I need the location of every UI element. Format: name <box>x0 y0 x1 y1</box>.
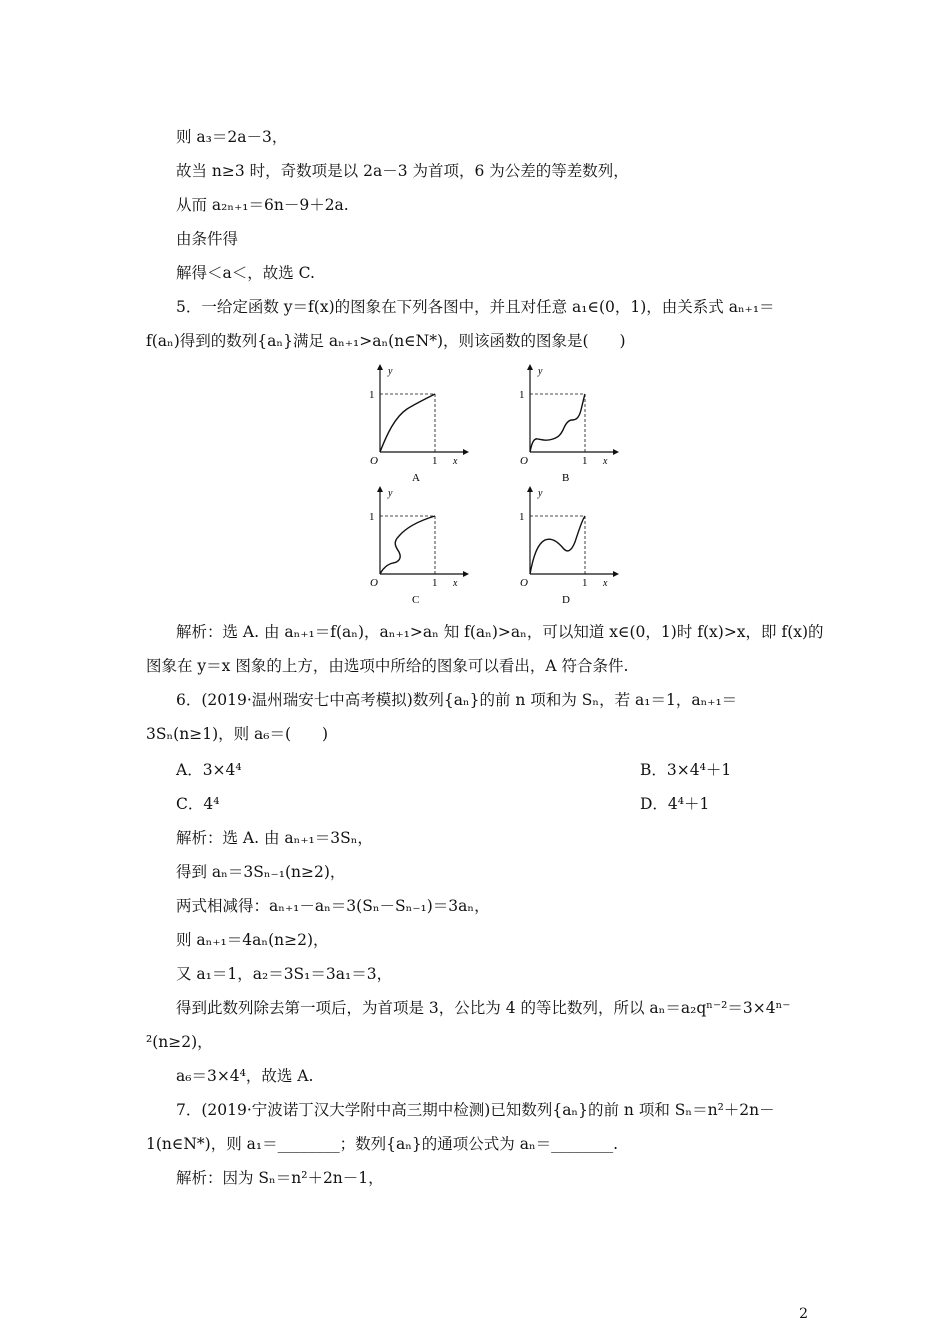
graph-label: D <box>562 594 570 606</box>
x-axis-label: x <box>603 578 608 589</box>
question-5-line-2: f(aₙ)得到的数列{aₙ}满足 aₙ₊₁>aₙ(n∈N*)，则该函数的图象是( ) <box>146 332 626 350</box>
question-5-line-1: 5．一给定函数 y＝f(x)的图象在下列各图中，并且对任意 a₁∈(0，1)，由关系式 aₙ₊₁＝ <box>176 298 775 316</box>
option-b: B．3×4⁴＋1 <box>640 761 732 779</box>
y-axis-label: y <box>388 488 393 499</box>
x-tick-label: 1 <box>582 577 588 589</box>
origin-label: O <box>370 455 378 467</box>
origin-label: O <box>520 577 528 589</box>
question-7-line-1: 7．(2019·宁波诺丁汉大学附中高三期中检测)已知数列{aₙ}的前 n 项和 Sₙ＝n²＋2n－ <box>176 1101 775 1119</box>
solution-5-line-2: 图象在 y＝x 图象的上方，由选项中所给的图象可以看出，A 符合条件. <box>146 657 629 675</box>
graph-label: C <box>412 594 420 606</box>
y-axis-label: y <box>538 488 543 499</box>
x-axis-label: x <box>453 456 458 467</box>
solution-6-line: 解析：选 A. 由 aₙ₊₁＝3Sₙ， <box>176 829 373 847</box>
option-a: A．3×4⁴ <box>176 761 242 779</box>
y-tick-label: 1 <box>369 389 375 401</box>
text-line: 解得＜a＜，故选 C. <box>176 264 315 282</box>
graph-b <box>505 362 625 484</box>
origin-label: O <box>370 577 378 589</box>
solution-6-line: 又 a₁＝1，a₂＝3S₁＝3a₁＝3， <box>176 965 393 983</box>
graph-a <box>355 362 475 484</box>
y-tick-label: 1 <box>519 511 525 523</box>
x-axis-label: x <box>603 456 608 467</box>
origin-label: O <box>520 455 528 467</box>
question-7-line-2: 1(n∈N*)，则 a₁＝________；数列{aₙ}的通项公式为 aₙ＝________. <box>146 1135 619 1153</box>
y-tick-label: 1 <box>519 389 525 401</box>
solution-6-line: 两式相减得：aₙ₊₁－aₙ＝3(Sₙ－Sₙ₋₁)＝3aₙ， <box>176 897 490 915</box>
text-line: 由条件得 <box>176 230 239 248</box>
solution-6-line: 得到此数列除去第一项后，为首项是 3，公比为 4 的等比数列，所以 aₙ＝a₂qⁿ⁻²＝3×4ⁿ⁻ <box>176 999 791 1017</box>
text-line: 故当 n≥3 时，奇数项是以 2a－3 为首项，6 为公差的等差数列， <box>176 162 629 180</box>
solution-6-line: 得到 aₙ＝3Sₙ₋₁(n≥2)， <box>176 863 346 881</box>
question-6-line-1: 6．(2019·温州瑞安七中高考模拟)数列{aₙ}的前 n 项和为 Sₙ，若 a₁＝1，aₙ₊₁＝ <box>176 691 738 709</box>
x-tick-label: 1 <box>432 455 438 467</box>
x-tick-label: 1 <box>432 577 438 589</box>
graph-d <box>505 484 625 606</box>
solution-6-line: 则 aₙ₊₁＝4aₙ(n≥2)， <box>176 931 329 949</box>
solution-7-line: 解析：因为 Sₙ＝n²＋2n－1， <box>176 1169 384 1187</box>
question-6-line-2: 3Sₙ(n≥1)，则 a₆＝( ) <box>146 725 329 743</box>
page-number: 2 <box>799 1306 808 1322</box>
option-c: C．4⁴ <box>176 795 220 813</box>
y-axis-label: y <box>388 366 393 377</box>
y-axis-label: y <box>538 366 543 377</box>
graph-label: B <box>562 472 570 484</box>
text-line: 则 a₃＝2a－3， <box>176 128 288 146</box>
graph-c <box>355 484 475 606</box>
text-line: 从而 a₂ₙ₊₁＝6n－9＋2a. <box>176 196 349 214</box>
option-d: D．4⁴＋1 <box>640 795 710 813</box>
y-tick-label: 1 <box>369 511 375 523</box>
x-axis-label: x <box>453 578 458 589</box>
x-tick-label: 1 <box>582 455 588 467</box>
solution-6-line: a₆＝3×4⁴，故选 A. <box>176 1067 314 1085</box>
solution-6-line: ²(n≥2)， <box>146 1033 213 1051</box>
graph-label: A <box>412 472 420 484</box>
solution-5-line-1: 解析：选 A. 由 aₙ₊₁＝f(aₙ)，aₙ₊₁>aₙ 知 f(aₙ)>aₙ，可以知道 x∈(0，1)时 f(x)>x，即 f(x)的 <box>176 623 824 641</box>
